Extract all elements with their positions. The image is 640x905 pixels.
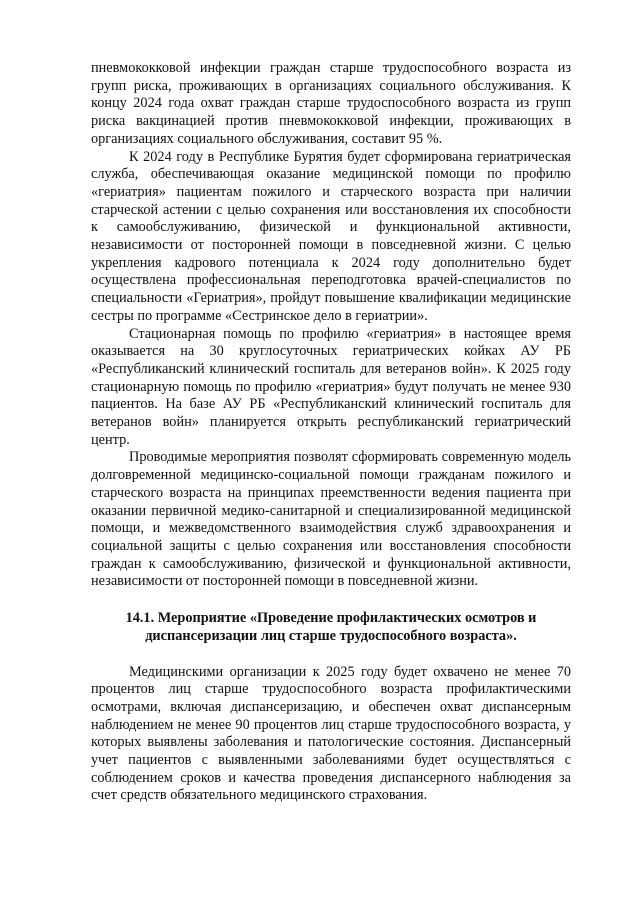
- document-page: [91, 60, 571, 805]
- paragraph-geriatric-service: К 2024 году в Республике Бурятия будет сформирована гериатрическая служба, обеспечивающая оказание медицинской помощи по профилю «гериатрия» пациентам пожилого и старческого возраста при наличии старческой астении с целью сохранения или восстановления их способности к самообслуживанию, физической и функциональной активности, независимости от посторонней помощи в повседневной жизни. С целью укрепления кадрового потенциала к 2024 году дополнительно будет осуществлена профессиональная переподготовка врачей-специалистов по специальности «Гериатрия», пройдут повышение квалификации медицинские сестры по программе «Сестринское дело в гериатрии».: [91, 148, 571, 324]
- paragraph-inpatient-care: Стационарная помощь по профилю «гериатрия» в настоящее время оказывается на 30 круглосуточных гериатрических койках АУ РБ «Республиканский клинический госпиталь для ветеранов войн». К 2025 году стационарную помощь по профилю «гериатрия» будут получать не менее 930 пациентов. На базе АУ РБ «Республиканский клинический госпиталь для ветеранов войн» планируется открыть республиканский гериатрический центр.: [91, 325, 571, 448]
- paragraph-long-term-care-model: Проводимые мероприятия позволят сформировать современную модель долговременной медицинско-социальной помощи гражданам пожилого и старческого возраста на принципах преемственности ведения пациента при оказании первичной медико-санитарной и специализированной медицинской помощи, и межведомственного взаимодействия служб здравоохранения и социальной защиты с целью сохранения или восстановления способности граждан к самообслуживанию, физической и функциональной активности, независимости от посторонней помощи в повседневной жизни.: [91, 449, 571, 590]
- paragraph-vaccination-coverage: пневмококковой инфекции граждан старше трудоспособного возраста из групп риска, проживающих в организациях социального обслуживания. К концу 2024 года охват граждан старше трудоспособного возраста из групп риска вакцинацией против пневмококковой инфекции, проживающих в организациях социального обслуживания, составит 95 %.: [91, 60, 571, 147]
- paragraph-preventive-examinations: Медицинскими организации к 2025 году будет охвачено не менее 70 процентов лиц старше трудоспособного возраста профилактическими осмотрами, включая диспансеризацию, и обеспечен охват диспансерным наблюдением не менее 90 процентов лиц старше трудоспособного возраста, у которых выявлены заболевания и патологические состояния. Диспансерный учет пациентов с выявленными заболеваниями будет осуществляться с соблюдением сроков и качества проведения диспансерного наблюдения за счет средств обязательного медицинского страхования.: [91, 663, 571, 804]
- section-heading: 14.1. Мероприятие «Проведение профилактических осмотров и диспансеризации лиц старше трудоспособного возраста».: [125, 610, 537, 644]
